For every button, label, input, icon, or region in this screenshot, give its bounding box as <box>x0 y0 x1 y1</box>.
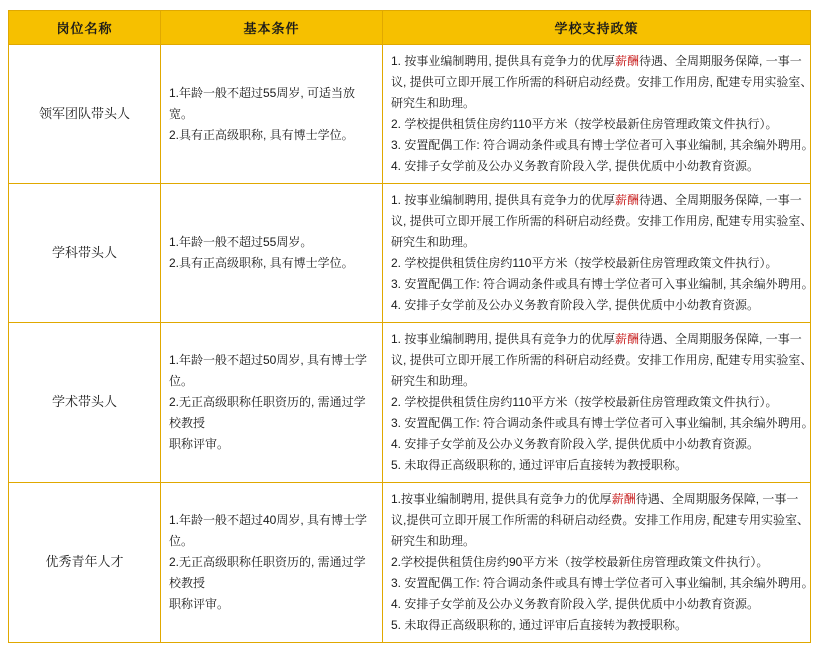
condition-line: 职称评审。 <box>169 437 230 451</box>
condition-line: 2.具有正高级职称, 具有博士学位。 <box>169 256 354 270</box>
policy-line: 研究生和助理。 <box>391 235 476 249</box>
table-row <box>9 45 811 184</box>
policy-line: 5. 未取得正高级职称的, 通过评审后直接转为教授职称。 <box>391 618 688 632</box>
policy-line: 3. 安置配偶工作: 符合调动条件或具有博士学位者可入事业编制, 其余编外聘用。 <box>391 576 814 590</box>
policy-line: 研究生和助理。 <box>391 374 476 388</box>
policy-line: 议, 提供可立即开展工作所需的科研启动经费。安排工作用房, 配建专用实验室、 <box>391 214 813 228</box>
policy-line: 议, 提供可立即开展工作所需的科研启动经费。安排工作用房, 配建专用实验室、 <box>391 353 813 367</box>
condition-line: 1.年龄一般不超过55周岁, 可适当放宽。 <box>169 85 356 121</box>
policy-line: 3. 安置配偶工作: 符合调动条件或具有博士学位者可入事业编制, 其余编外聘用。 <box>391 277 814 291</box>
policy-line: 4. 安排子女学前及公办义务教育阶段入学, 提供优质中小幼教育资源。 <box>391 437 760 451</box>
policy-line: 研究生和助理。 <box>391 534 476 548</box>
cell-post-name: 学科带头人 <box>9 184 161 323</box>
policy-line: 2. 学校提供租赁住房约110平方米（按学校最新住房管理政策文件执行）。 <box>391 117 778 131</box>
policy-line: 1. 按事业编制聘用, 提供具有竞争力的优厚薪酬待遇、全周期服务保障, 一事一 <box>391 193 802 207</box>
policy-line: 1. 按事业编制聘用, 提供具有竞争力的优厚薪酬待遇、全周期服务保障, 一事一 <box>391 54 802 68</box>
cell-basic-conditions <box>161 184 383 323</box>
policy-line: 4. 安排子女学前及公办义务教育阶段入学, 提供优质中小幼教育资源。 <box>391 298 760 312</box>
talent-policy-table <box>8 10 814 643</box>
cell-basic-conditions <box>161 45 383 184</box>
policy-line: 3. 安置配偶工作: 符合调动条件或具有博士学位者可入事业编制, 其余编外聘用。 <box>391 138 814 152</box>
condition-line: 1.年龄一般不超过50周岁, 具有博士学位。 <box>169 353 368 388</box>
condition-line: 2.无正高级职称任职资历的, 需通过学校教授 <box>169 555 366 590</box>
policy-line: 5. 未取得正高级职称的, 通过评审后直接转为教授职称。 <box>391 458 688 472</box>
policy-line: 4. 安排子女学前及公办义务教育阶段入学, 提供优质中小幼教育资源。 <box>391 597 760 611</box>
cell-support-policy <box>383 45 814 184</box>
policy-line: 议,提供可立即开展工作所需的科研启动经费。安排工作用房, 配建专用实验室、 <box>391 513 810 527</box>
table-header <box>9 11 811 45</box>
cell-post-name: 领军团队带头人 <box>9 45 161 184</box>
table-row <box>9 323 811 483</box>
cell-post-name: 学术带头人 <box>9 323 161 483</box>
cell-support-policy <box>383 483 814 643</box>
policy-line: 4. 安排子女学前及公办义务教育阶段入学, 提供优质中小幼教育资源。 <box>391 159 760 173</box>
policy-line: 1.按事业编制聘用, 提供具有竞争力的优厚薪酬待遇、全周期服务保障, 一事一 <box>391 492 799 506</box>
policy-line: 议, 提供可立即开展工作所需的科研启动经费。安排工作用房, 配建专用实验室、 <box>391 75 813 89</box>
cell-basic-conditions <box>161 323 383 483</box>
table-row <box>9 483 811 643</box>
condition-line: 职称评审。 <box>169 597 230 611</box>
cell-post-name: 优秀青年人才 <box>9 483 161 643</box>
cell-support-policy <box>383 184 814 323</box>
condition-line: 2.具有正高级职称, 具有博士学位。 <box>169 127 354 142</box>
header-cell-conditions: 基本条件 <box>161 11 383 45</box>
policy-line: 2. 学校提供租赁住房约110平方米（按学校最新住房管理政策文件执行）。 <box>391 395 778 409</box>
header-row <box>9 11 811 45</box>
condition-line: 2.无正高级职称任职资历的, 需通过学校教授 <box>169 395 366 430</box>
policy-line: 2.学校提供租赁住房约90平方米（按学校最新住房管理政策文件执行）。 <box>391 555 769 569</box>
policy-line: 3. 安置配偶工作: 符合调动条件或具有博士学位者可入事业编制, 其余编外聘用。 <box>391 416 814 430</box>
cell-support-policy <box>383 323 814 483</box>
policy-line: 2. 学校提供租赁住房约110平方米（按学校最新住房管理政策文件执行）。 <box>391 256 778 270</box>
header-cell-post: 岗位名称 <box>9 11 161 45</box>
cell-basic-conditions <box>161 483 383 643</box>
condition-line: 1.年龄一般不超过55周岁。 <box>169 235 313 249</box>
condition-line: 1.年龄一般不超过40周岁, 具有博士学位。 <box>169 513 368 548</box>
policy-line: 研究生和助理。 <box>391 96 476 110</box>
policy-line: 1. 按事业编制聘用, 提供具有竞争力的优厚薪酬待遇、全周期服务保障, 一事一 <box>391 332 802 346</box>
header-cell-policy: 学校支持政策 <box>383 11 811 45</box>
table-row <box>9 184 811 323</box>
table-body <box>9 45 814 643</box>
